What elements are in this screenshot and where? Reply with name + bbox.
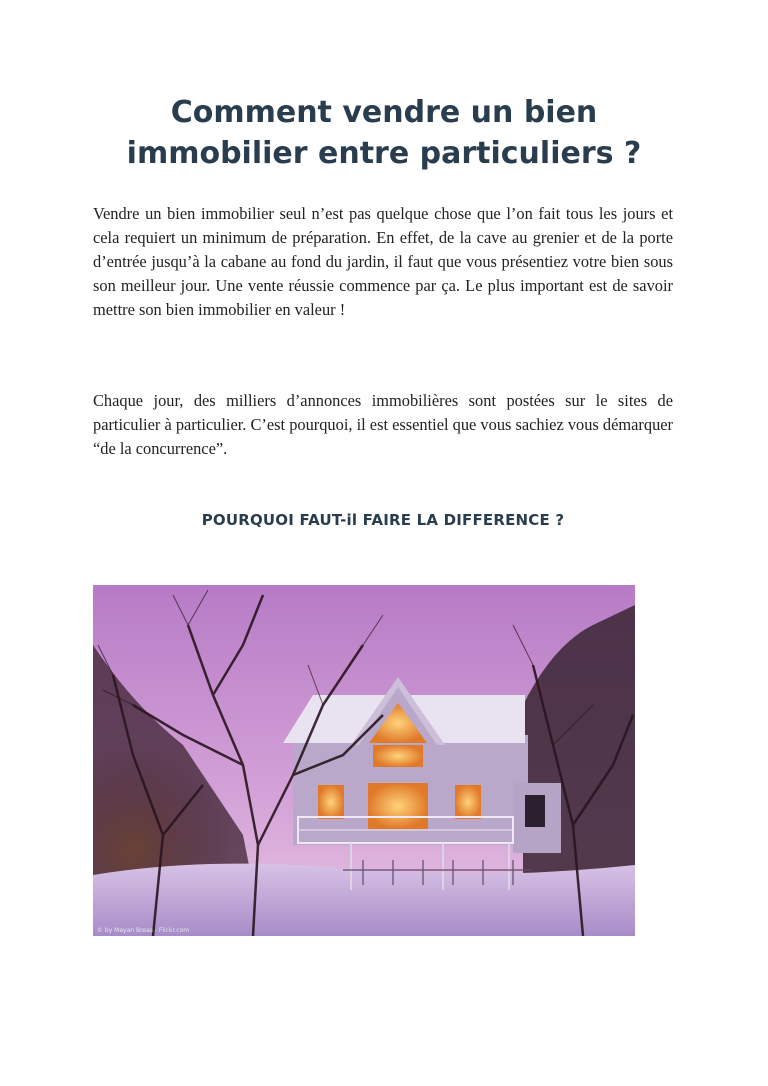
section-heading: POURQUOI FAUT-il FAIRE LA DIFFERENCE ? <box>201 511 565 529</box>
second-paragraph: Chaque jour, des milliers d’annonces immobilières sont postées sur le sites de particulier à particulier. C’est pourquoi, il est essentiel que vous sachiez vous démarquer “de la concurrence”. <box>93 391 673 458</box>
page-title: Comment vendre un bien immobilier entre particuliers ? <box>126 95 642 171</box>
house-photo <box>93 585 635 936</box>
photo-credit: © by Mayan Breas - Flickr.com <box>97 927 190 934</box>
intro-paragraph: Vendre un bien immobilier seul n’est pas quelque chose que l’on fait tous les jours et cela requiert un minimum de préparation. En effet, de la cave au grenier et de la porte d’entrée jusqu’à la cabane au fond du jardin, il faut que vous présentiez votre bien sous son meilleur jour. Une vente réussie commence par ça. Le plus important est de savoir mettre son bien immobilier en valeur ! <box>93 204 673 319</box>
